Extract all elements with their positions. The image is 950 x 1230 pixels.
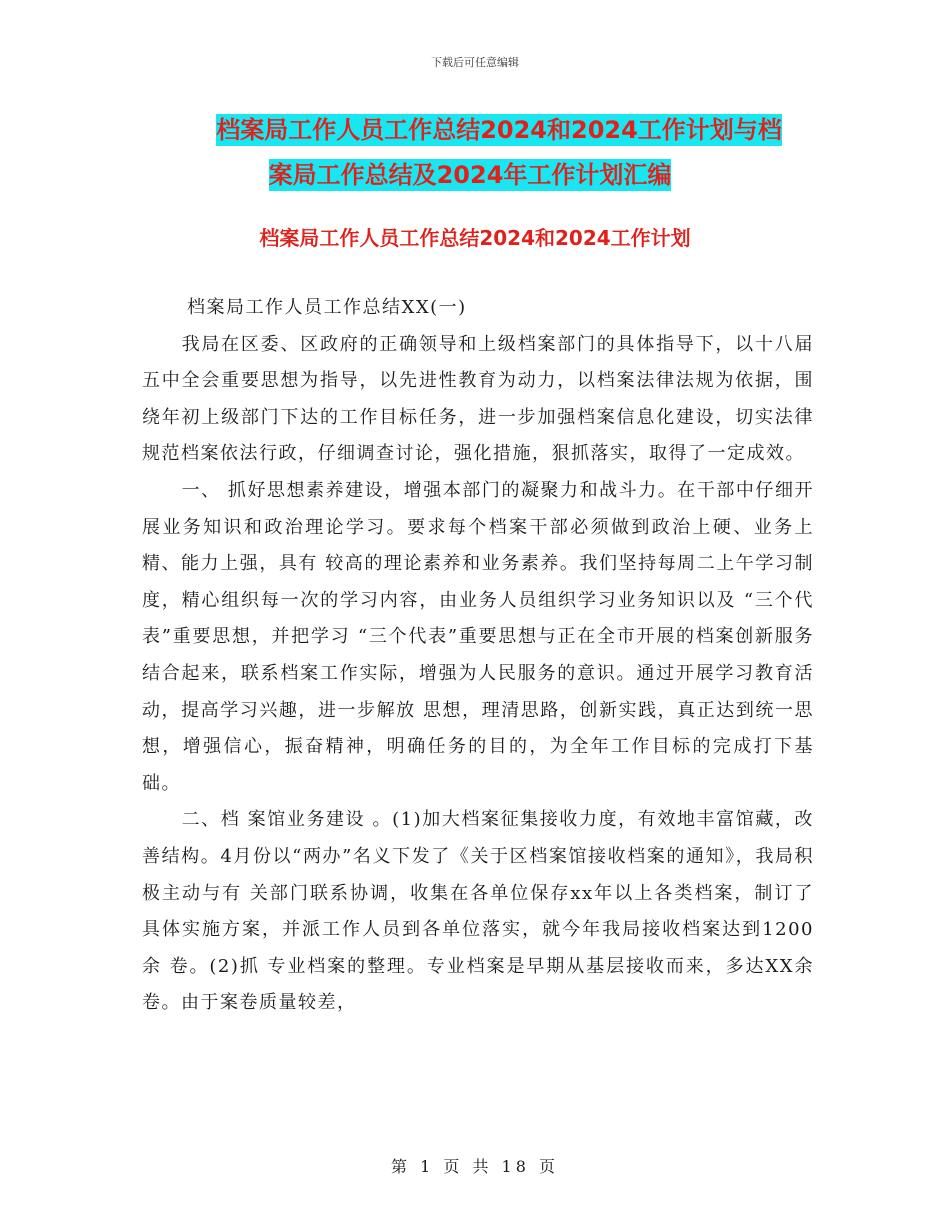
document-body [142, 290, 814, 1022]
paragraph: 一、 抓好思想素养建设，增强本部门的凝聚力和战斗力。在干部中仔细开展业务知识和政治理论学习。要求每个档案干部必须做到政治上硬、业务上精、能力上强，具有 较高的理论素养和业务素养。我们坚持每周二上午学习制度，精心组织每一次的学习内容，由业务人员组织学习业务知识以及 “三个代表”重要思想，并把学习 “三个代表”重要思想与正在全市开展的档案创新服务结合起来，联系档案工作实际，增强为人民服务的意识。通过开展学习教育活动，提高学习兴趣，进一步解放 思想，理清思路，创新实践，真正达到统一思想，增强信心，振奋精神，明确任务的目的，为全年工作目标的完成打下基础。 [142, 479, 814, 794]
section-title: 档案局工作人员工作总结2024和2024工作计划 [259, 226, 691, 250]
section-heading: 档案局工作人员工作总结XX(一) [187, 297, 467, 318]
paragraph: 我局在区委、区政府的正确领导和上级档案部门的具体指导下，以十八届五中全会重要思想为指导，以先进性教育为动力，以档案法律法规为依据，围绕年初上级部门下达的工作目标任务，进一步加强档案信息化建设，切实法律规范档案依法行政，仔细调查讨论，强化措施，狠抓落实，取得了一定成效。 [142, 333, 814, 465]
paragraph: 二、档 案馆业务建设 。(1)加大档案征集接收力度，有效地丰富馆藏，改善结构。4月份以“两办”名义下发了《关于区档案馆接收档案的通知》，我局积极主动与有 关部门联系协调，收集在各单位保存xx年以上各类档案，制订了具体实施方案，并派工作人员到各单位落实，就今年我局接收档案达到1200余 卷。(2)抓 专业档案的整理。专业档案是早期从基层接收而来，多达XX余卷。由于案卷质量较差， [142, 809, 814, 1014]
document-title-line-1 [0, 108, 950, 152]
document-title-line-2 [0, 153, 950, 197]
title-text-line-1: 档案局工作人员工作总结2024和2024工作计划与档 [216, 116, 782, 144]
header-note: 下载后可任意编辑 [431, 56, 519, 69]
page-number-footer: 第 1 页 共 18 页 [391, 1157, 559, 1176]
title-text-line-2: 案局工作总结及2024年工作计划汇编 [268, 161, 672, 189]
